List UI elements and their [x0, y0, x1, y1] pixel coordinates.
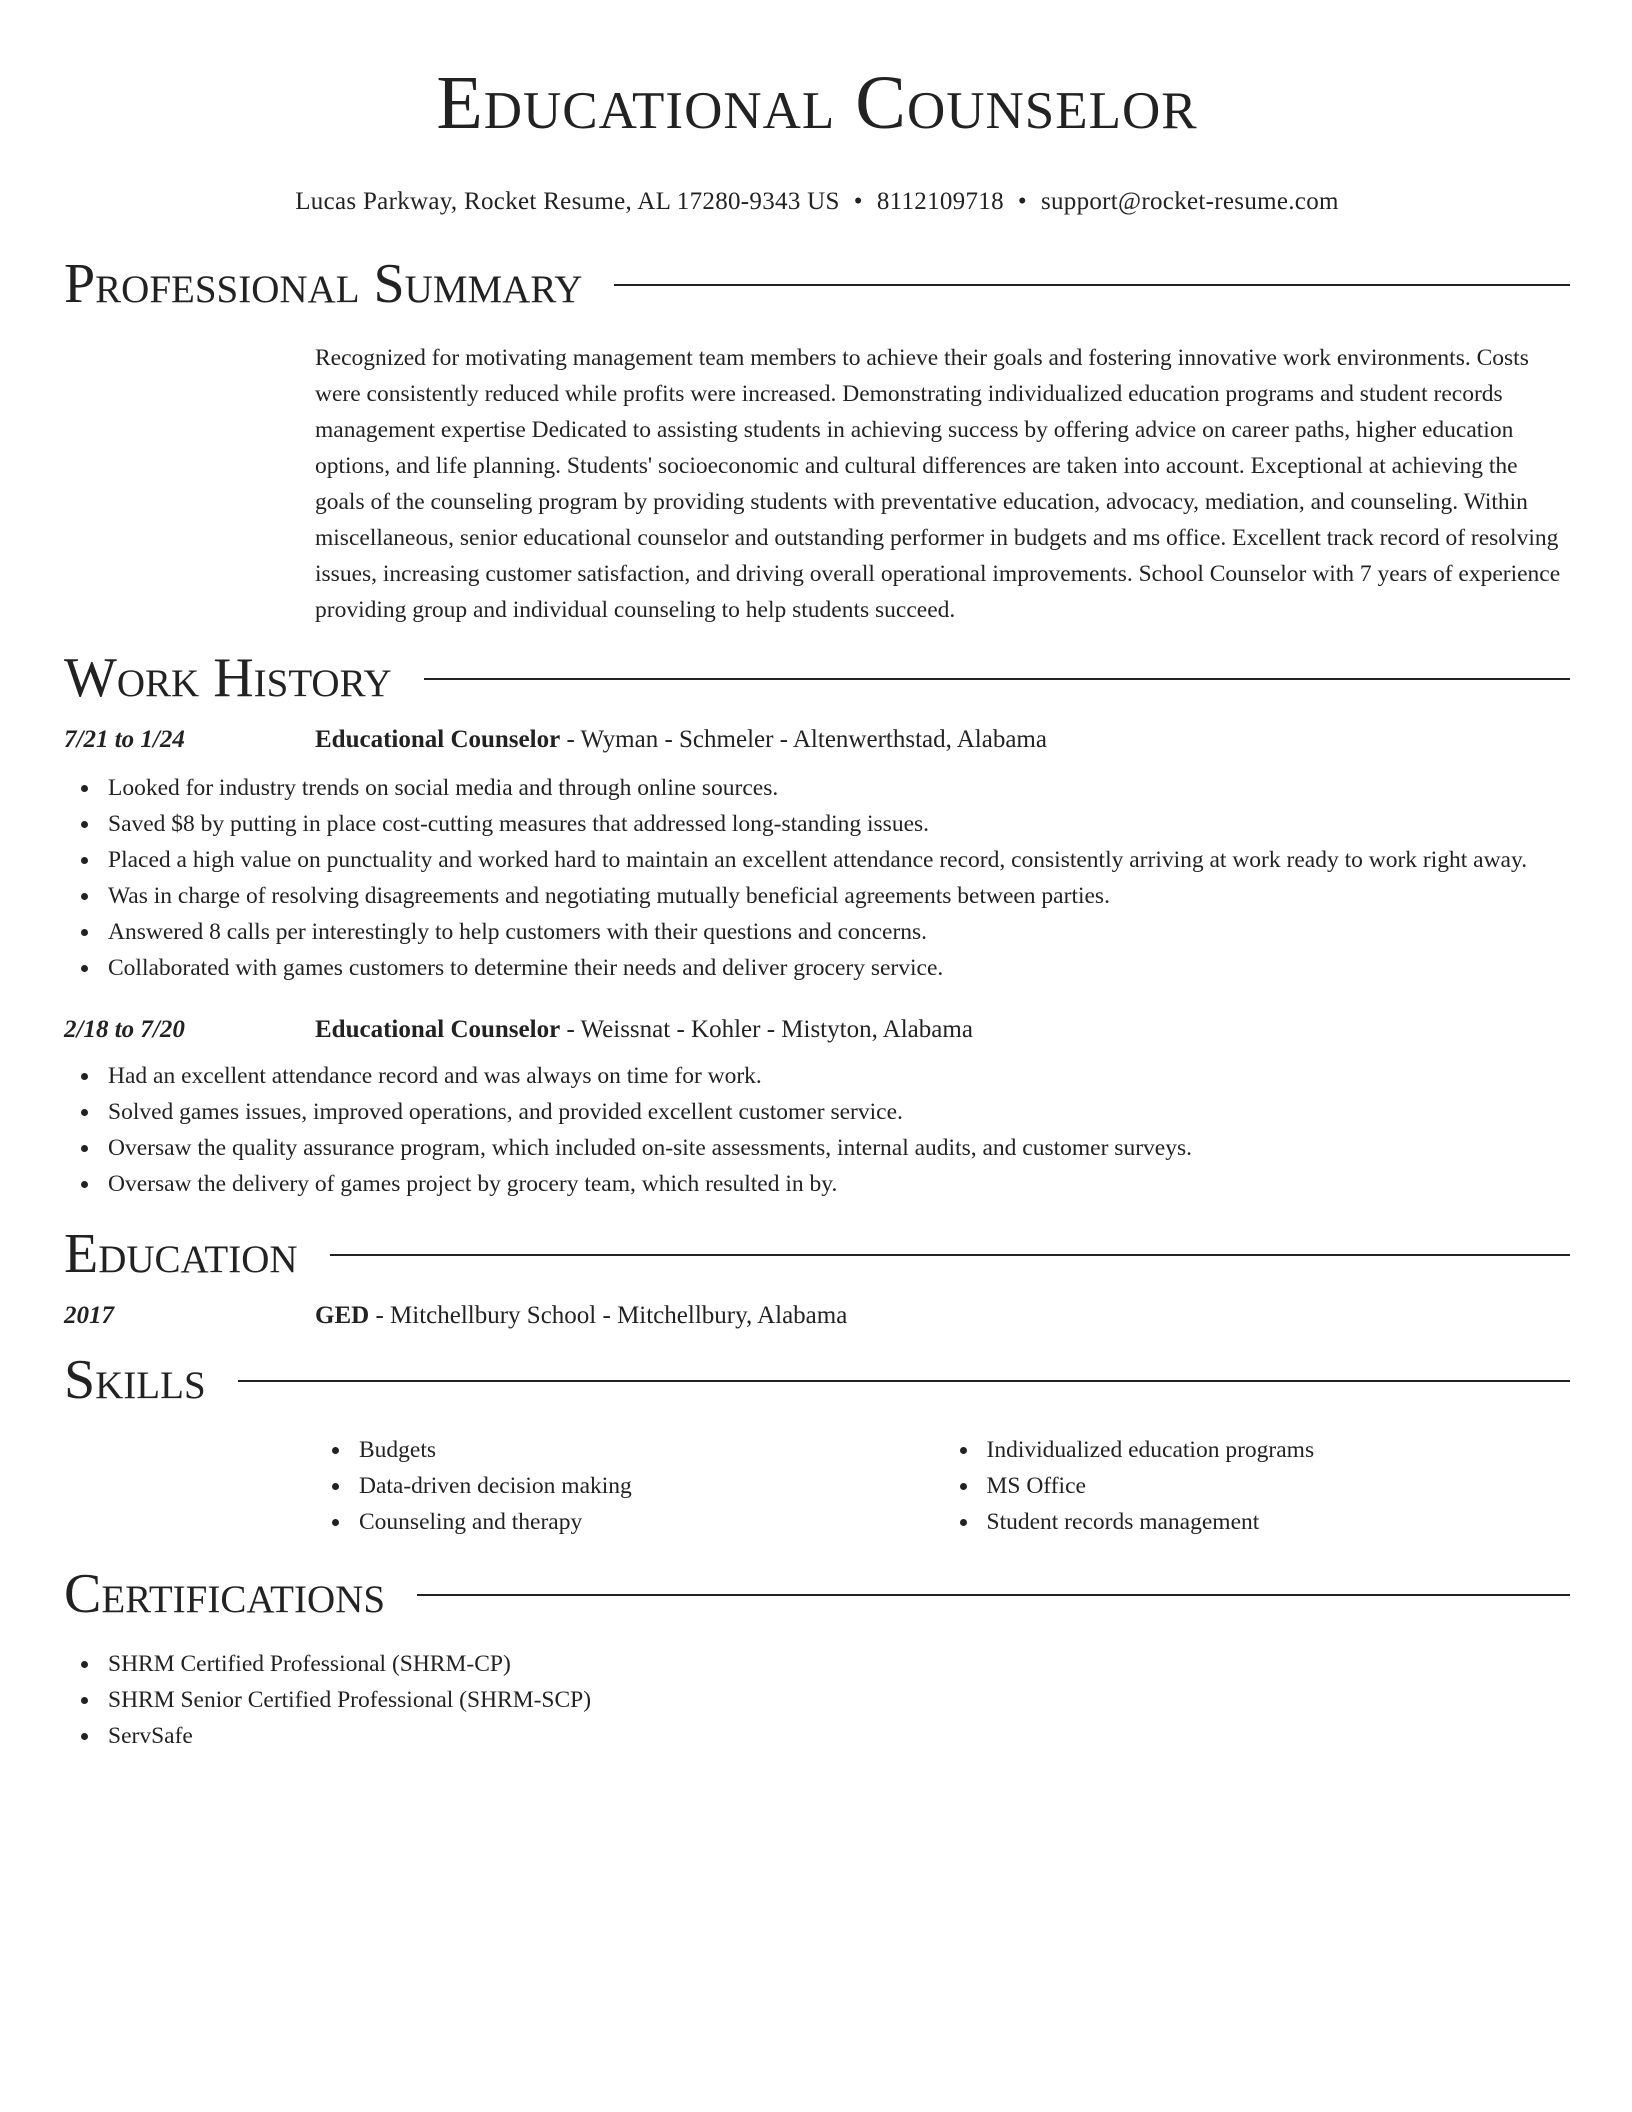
contact-address: Lucas Parkway, Rocket Resume, AL 17280-9343 US: [295, 188, 840, 215]
work-entry: [64, 1016, 1570, 1202]
section-divider: [424, 678, 1570, 680]
list-item: Oversaw the quality assurance program, which included on-site assessments, internal audits, and customer surveys.: [108, 1130, 1570, 1166]
skills-list: [315, 1432, 1570, 1540]
job-bullets: [64, 1058, 1570, 1202]
work-entry: [64, 726, 1570, 986]
skills-column-right: [943, 1432, 1571, 1540]
education-year: 2017: [64, 1302, 114, 1329]
skills-section-header: [64, 1350, 1570, 1410]
list-item: Looked for industry trends on social media and through online sources.: [108, 770, 1570, 806]
list-item: Placed a high value on punctuality and worked hard to maintain an excellent attendance record, consistently arriving at work ready to work right away.: [108, 842, 1570, 878]
education-heading: Education: [64, 1223, 298, 1285]
list-item: SHRM Senior Certified Professional (SHRM-SCP): [108, 1682, 1570, 1718]
job-title-line: [315, 1016, 973, 1044]
education-section-header: [64, 1224, 1570, 1284]
list-item: Had an excellent attendance record and was always on time for work.: [108, 1058, 1570, 1094]
resume-name: Educational Counselor: [436, 61, 1198, 145]
list-item: SHRM Certified Professional (SHRM-CP): [108, 1646, 1570, 1682]
list-item: Budgets: [359, 1432, 943, 1468]
job-dates: 2/18 to 7/20: [64, 1016, 185, 1043]
list-item: Solved games issues, improved operations, and provided excellent customer service.: [108, 1094, 1570, 1130]
skills-column-left: [315, 1432, 943, 1540]
certifications-heading: Certifications: [64, 1563, 386, 1625]
education-degree: GED: [315, 1302, 370, 1329]
list-item: Individualized education programs: [987, 1432, 1571, 1468]
list-item: Was in charge of resolving disagreements and negotiating mutually beneficial agreements between parties.: [108, 878, 1570, 914]
list-item: Saved $8 by putting in place cost-cutting measures that addressed long-standing issues.: [108, 806, 1570, 842]
job-title-line: [315, 726, 1047, 754]
contact-separator: •: [853, 188, 863, 215]
job-header: [64, 726, 1570, 754]
list-item: Answered 8 calls per interestingly to help customers with their questions and concerns.: [108, 914, 1570, 950]
resume-page: [64, 0, 1570, 1754]
contact-phone: 8112109718: [876, 188, 1004, 215]
list-item: MS Office: [987, 1468, 1571, 1504]
section-divider: [614, 284, 1570, 286]
certifications-section-header: [64, 1564, 1570, 1624]
job-header: [64, 1016, 1570, 1044]
contact-separator: •: [1017, 188, 1027, 215]
work-section-header: [64, 648, 1570, 708]
education-school: - Mitchellbury School - Mitchellbury, Alabama: [369, 1302, 848, 1329]
skills-heading: Skills: [64, 1349, 206, 1411]
list-item: ServSafe: [108, 1718, 1570, 1754]
education-line: [315, 1302, 847, 1330]
education-entry: [64, 1302, 1570, 1330]
job-dates: 7/21 to 1/24: [64, 726, 185, 753]
job-title: Educational Counselor: [315, 726, 561, 753]
job-bullets: [64, 770, 1570, 986]
certifications-list: [64, 1646, 1570, 1754]
job-employer: - Wyman - Schmeler - Altenwerthstad, Alabama: [560, 726, 1047, 753]
list-item: Counseling and therapy: [359, 1504, 943, 1540]
section-divider: [417, 1594, 1570, 1596]
list-item: Collaborated with games customers to determine their needs and deliver grocery service.: [108, 950, 1570, 986]
section-divider: [238, 1380, 1570, 1382]
list-item: Student records management: [987, 1504, 1571, 1540]
contact-email: support@rocket-resume.com: [1040, 188, 1339, 215]
section-divider: [330, 1254, 1570, 1256]
work-heading: Work History: [64, 647, 392, 709]
job-title: Educational Counselor: [315, 1016, 561, 1043]
list-item: Oversaw the delivery of games project by grocery team, which resulted in by.: [108, 1166, 1570, 1202]
job-employer: - Weissnat - Kohler - Mistyton, Alabama: [560, 1016, 973, 1043]
summary-section-header: [64, 254, 1570, 314]
contact-line: [64, 188, 1570, 216]
summary-heading: Professional Summary: [64, 253, 583, 315]
summary-text: Recognized for motivating management team members to achieve their goals and fostering innovative work environments. Costs were consistently reduced while profits were increased. Demonstrating individualized education programs and student records management expertise Dedicated to assisting students in achieving success by offering advice on career paths, higher education options, and life planning. Students' socioeconomic and cultural differences are taken into account. Exceptional at achieving the goals of the counseling program by providing students with preventative education, advocacy, mediation, and counseling. Within miscellaneous, senior educational counselor and outstanding performer in budgets and ms office. Excellent track record of resolving issues, increasing customer satisfaction, and driving overall operational improvements. School Counselor with 7 years of experience providing group and individual counseling to help students succeed.: [315, 345, 1561, 623]
list-item: Data-driven decision making: [359, 1468, 943, 1504]
